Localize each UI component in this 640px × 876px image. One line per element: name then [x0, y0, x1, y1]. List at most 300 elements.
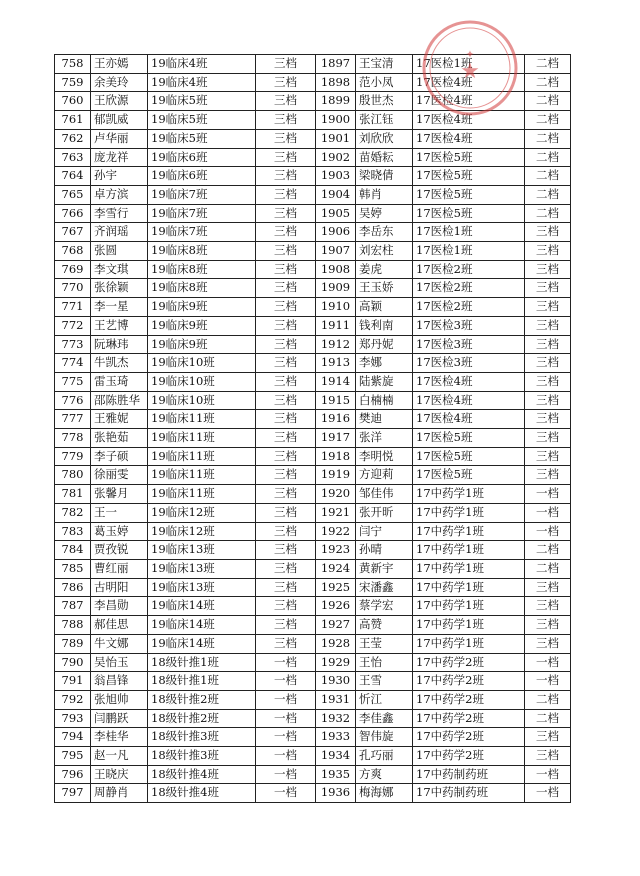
- left-student-name: 张徐颖: [91, 279, 148, 298]
- right-grant-level: 三档: [525, 466, 571, 485]
- right-grant-level: 三档: [525, 372, 571, 391]
- right-row-number: 1912: [316, 335, 356, 354]
- left-grant-level: 三档: [256, 111, 316, 130]
- table-row: [55, 111, 571, 130]
- right-student-name: 钱利南: [356, 316, 413, 335]
- right-grant-level: 二档: [525, 690, 571, 709]
- right-grant-level: 三档: [525, 260, 571, 279]
- right-row-number: 1910: [316, 298, 356, 317]
- left-student-name: 郁凯威: [91, 111, 148, 130]
- right-class-name: 17中药学2班: [413, 709, 525, 728]
- right-student-name: 吴婷: [356, 204, 413, 223]
- right-student-name: 范小凤: [356, 73, 413, 92]
- left-grant-level: 三档: [256, 55, 316, 74]
- left-class-name: 19临床5班: [148, 129, 256, 148]
- left-row-number: 764: [55, 167, 91, 186]
- table-row: [55, 55, 571, 74]
- right-grant-level: 三档: [525, 578, 571, 597]
- right-student-name: 张洋: [356, 429, 413, 448]
- left-row-number: 761: [55, 111, 91, 130]
- left-class-name: 19临床11班: [148, 466, 256, 485]
- right-grant-level: 三档: [525, 728, 571, 747]
- right-class-name: 17中药学1班: [413, 522, 525, 541]
- left-grant-level: 一档: [256, 653, 316, 672]
- table-row: [55, 335, 571, 354]
- left-row-number: 770: [55, 279, 91, 298]
- right-row-number: 1934: [316, 747, 356, 766]
- right-class-name: 17中药学2班: [413, 728, 525, 747]
- table-row: [55, 298, 571, 317]
- right-student-name: 李岳东: [356, 223, 413, 242]
- left-grant-level: 三档: [256, 185, 316, 204]
- table-row: [55, 316, 571, 335]
- right-grant-level: 三档: [525, 429, 571, 448]
- right-row-number: 1904: [316, 185, 356, 204]
- left-row-number: 762: [55, 129, 91, 148]
- left-row-number: 769: [55, 260, 91, 279]
- table-row: [55, 129, 571, 148]
- right-grant-level: 三档: [525, 447, 571, 466]
- right-row-number: 1920: [316, 485, 356, 504]
- left-grant-level: 一档: [256, 709, 316, 728]
- table-row: [55, 391, 571, 410]
- left-row-number: 794: [55, 728, 91, 747]
- left-row-number: 778: [55, 429, 91, 448]
- right-class-name: 17中药学1班: [413, 578, 525, 597]
- right-row-number: 1924: [316, 559, 356, 578]
- table-row: [55, 447, 571, 466]
- left-grant-level: 三档: [256, 73, 316, 92]
- left-student-name: 邵陈胜华: [91, 391, 148, 410]
- right-student-name: 李佳鑫: [356, 709, 413, 728]
- left-grant-level: 一档: [256, 747, 316, 766]
- right-student-name: 樊迪: [356, 410, 413, 429]
- right-class-name: 17医检4班: [413, 92, 525, 111]
- left-class-name: 19临床10班: [148, 391, 256, 410]
- right-grant-level: 二档: [525, 541, 571, 560]
- right-row-number: 1925: [316, 578, 356, 597]
- left-class-name: 19临床14班: [148, 634, 256, 653]
- right-grant-level: 二档: [525, 73, 571, 92]
- left-class-name: 18级针推2班: [148, 690, 256, 709]
- right-student-name: 蔡学宏: [356, 597, 413, 616]
- left-student-name: 王一: [91, 503, 148, 522]
- right-class-name: 17医检2班: [413, 279, 525, 298]
- right-row-number: 1919: [316, 466, 356, 485]
- right-grant-level: 一档: [525, 522, 571, 541]
- left-row-number: 758: [55, 55, 91, 74]
- table-row: [55, 578, 571, 597]
- table-row: [55, 260, 571, 279]
- right-row-number: 1915: [316, 391, 356, 410]
- table-row: [55, 485, 571, 504]
- left-student-name: 卓方滨: [91, 185, 148, 204]
- right-grant-level: 三档: [525, 747, 571, 766]
- right-student-name: 张开昕: [356, 503, 413, 522]
- right-student-name: 王怡: [356, 653, 413, 672]
- left-grant-level: 三档: [256, 634, 316, 653]
- left-student-name: 李一星: [91, 298, 148, 317]
- right-class-name: 17医检1班: [413, 242, 525, 261]
- right-row-number: 1907: [316, 242, 356, 261]
- left-grant-level: 三档: [256, 92, 316, 111]
- right-grant-level: 二档: [525, 709, 571, 728]
- right-grant-level: 三档: [525, 279, 571, 298]
- left-class-name: 18级针推1班: [148, 653, 256, 672]
- right-class-name: 17医检4班: [413, 410, 525, 429]
- left-class-name: 18级针推2班: [148, 709, 256, 728]
- left-row-number: 768: [55, 242, 91, 261]
- right-class-name: 17中药学1班: [413, 485, 525, 504]
- right-student-name: 白楠楠: [356, 391, 413, 410]
- left-class-name: 19临床12班: [148, 503, 256, 522]
- right-row-number: 1909: [316, 279, 356, 298]
- right-row-number: 1931: [316, 690, 356, 709]
- right-row-number: 1913: [316, 354, 356, 373]
- right-student-name: 郑丹妮: [356, 335, 413, 354]
- left-class-name: 19临床11班: [148, 485, 256, 504]
- right-class-name: 17医检5班: [413, 204, 525, 223]
- right-student-name: 姜虎: [356, 260, 413, 279]
- right-class-name: 17中药制药班: [413, 765, 525, 784]
- left-grant-level: 三档: [256, 466, 316, 485]
- left-class-name: 19临床11班: [148, 429, 256, 448]
- right-grant-level: 三档: [525, 354, 571, 373]
- right-student-name: 殷世杰: [356, 92, 413, 111]
- left-class-name: 18级针推1班: [148, 672, 256, 691]
- table-row: [55, 634, 571, 653]
- right-student-name: 刘欣欣: [356, 129, 413, 148]
- left-student-name: 庞龙祥: [91, 148, 148, 167]
- left-student-name: 张圆: [91, 242, 148, 261]
- right-class-name: 17医检3班: [413, 354, 525, 373]
- left-class-name: 19临床13班: [148, 541, 256, 560]
- table-row: [55, 204, 571, 223]
- right-row-number: 1936: [316, 784, 356, 803]
- right-class-name: 17中药学1班: [413, 559, 525, 578]
- left-grant-level: 三档: [256, 410, 316, 429]
- table-row: [55, 747, 571, 766]
- left-grant-level: 三档: [256, 242, 316, 261]
- right-row-number: 1899: [316, 92, 356, 111]
- left-row-number: 793: [55, 709, 91, 728]
- left-grant-level: 三档: [256, 429, 316, 448]
- right-grant-level: 二档: [525, 129, 571, 148]
- right-grant-level: 三档: [525, 391, 571, 410]
- right-row-number: 1908: [316, 260, 356, 279]
- table-row: [55, 616, 571, 635]
- left-class-name: 19临床12班: [148, 522, 256, 541]
- right-grant-level: 三档: [525, 298, 571, 317]
- left-row-number: 772: [55, 316, 91, 335]
- left-grant-level: 三档: [256, 522, 316, 541]
- table-row: [55, 279, 571, 298]
- right-class-name: 17中药学1班: [413, 616, 525, 635]
- table-row: [55, 223, 571, 242]
- left-student-name: 卢华丽: [91, 129, 148, 148]
- left-class-name: 19临床9班: [148, 298, 256, 317]
- right-class-name: 17医检1班: [413, 55, 525, 74]
- left-grant-level: 三档: [256, 148, 316, 167]
- right-class-name: 17医检4班: [413, 73, 525, 92]
- right-student-name: 方爽: [356, 765, 413, 784]
- left-row-number: 765: [55, 185, 91, 204]
- right-class-name: 17医检3班: [413, 335, 525, 354]
- left-student-name: 雷玉琦: [91, 372, 148, 391]
- table-row: [55, 242, 571, 261]
- left-class-name: 19临床6班: [148, 167, 256, 186]
- right-row-number: 1923: [316, 541, 356, 560]
- right-grant-level: 二档: [525, 148, 571, 167]
- left-grant-level: 三档: [256, 335, 316, 354]
- right-student-name: 张江钰: [356, 111, 413, 130]
- left-row-number: 792: [55, 690, 91, 709]
- left-row-number: 767: [55, 223, 91, 242]
- right-row-number: 1902: [316, 148, 356, 167]
- right-student-name: 邹佳伟: [356, 485, 413, 504]
- right-grant-level: 二档: [525, 204, 571, 223]
- left-row-number: 775: [55, 372, 91, 391]
- left-row-number: 779: [55, 447, 91, 466]
- left-class-name: 19临床7班: [148, 223, 256, 242]
- right-class-name: 17医检2班: [413, 298, 525, 317]
- left-grant-level: 三档: [256, 578, 316, 597]
- right-row-number: 1922: [316, 522, 356, 541]
- left-grant-level: 三档: [256, 503, 316, 522]
- left-student-name: 赵一凡: [91, 747, 148, 766]
- table-row: [55, 503, 571, 522]
- left-row-number: 784: [55, 541, 91, 560]
- right-row-number: 1918: [316, 447, 356, 466]
- right-class-name: 17医检5班: [413, 167, 525, 186]
- right-class-name: 17医检5班: [413, 148, 525, 167]
- left-student-name: 李雪行: [91, 204, 148, 223]
- right-grant-level: 二档: [525, 92, 571, 111]
- right-row-number: 1906: [316, 223, 356, 242]
- right-class-name: 17医检2班: [413, 260, 525, 279]
- right-row-number: 1927: [316, 616, 356, 635]
- table-row: [55, 429, 571, 448]
- right-student-name: 王玉娇: [356, 279, 413, 298]
- left-grant-level: 三档: [256, 541, 316, 560]
- table-row: [55, 597, 571, 616]
- table-row: [55, 167, 571, 186]
- table-row: [55, 354, 571, 373]
- left-row-number: 790: [55, 653, 91, 672]
- right-class-name: 17医检4班: [413, 129, 525, 148]
- right-student-name: 孔巧丽: [356, 747, 413, 766]
- table-row: [55, 559, 571, 578]
- right-grant-level: 一档: [525, 784, 571, 803]
- right-class-name: 17医检4班: [413, 391, 525, 410]
- table-row: [55, 784, 571, 803]
- right-class-name: 17医检5班: [413, 429, 525, 448]
- right-grant-level: 一档: [525, 485, 571, 504]
- table-row: [55, 148, 571, 167]
- right-student-name: 梅海娜: [356, 784, 413, 803]
- table-body: [55, 55, 571, 803]
- left-class-name: 19临床13班: [148, 578, 256, 597]
- right-row-number: 1898: [316, 73, 356, 92]
- right-row-number: 1928: [316, 634, 356, 653]
- left-student-name: 贾孜锐: [91, 541, 148, 560]
- left-grant-level: 三档: [256, 129, 316, 148]
- right-student-name: 高赞: [356, 616, 413, 635]
- right-grant-level: 三档: [525, 634, 571, 653]
- left-row-number: 760: [55, 92, 91, 111]
- left-student-name: 王艺博: [91, 316, 148, 335]
- right-grant-level: 三档: [525, 597, 571, 616]
- left-student-name: 翁昌锋: [91, 672, 148, 691]
- left-grant-level: 三档: [256, 372, 316, 391]
- left-row-number: 774: [55, 354, 91, 373]
- left-row-number: 777: [55, 410, 91, 429]
- left-row-number: 776: [55, 391, 91, 410]
- right-row-number: 1930: [316, 672, 356, 691]
- left-row-number: 780: [55, 466, 91, 485]
- left-class-name: 19临床7班: [148, 204, 256, 223]
- right-student-name: 梁晓倩: [356, 167, 413, 186]
- right-student-name: 韩肖: [356, 185, 413, 204]
- left-class-name: 19临床5班: [148, 111, 256, 130]
- right-class-name: 17中药制药班: [413, 784, 525, 803]
- right-student-name: 陆紫旋: [356, 372, 413, 391]
- table-row: [55, 92, 571, 111]
- left-grant-level: 三档: [256, 260, 316, 279]
- left-class-name: 18级针推3班: [148, 747, 256, 766]
- left-class-name: 19临床14班: [148, 616, 256, 635]
- table-row: [55, 466, 571, 485]
- right-class-name: 17中药学1班: [413, 634, 525, 653]
- right-class-name: 17中药学2班: [413, 653, 525, 672]
- left-student-name: 曹红丽: [91, 559, 148, 578]
- left-student-name: 徐丽雯: [91, 466, 148, 485]
- left-student-name: 葛玉婷: [91, 522, 148, 541]
- right-student-name: 闫宁: [356, 522, 413, 541]
- right-row-number: 1900: [316, 111, 356, 130]
- right-class-name: 17中药学2班: [413, 690, 525, 709]
- left-student-name: 李文琪: [91, 260, 148, 279]
- left-grant-level: 三档: [256, 204, 316, 223]
- table-row: [55, 541, 571, 560]
- left-row-number: 771: [55, 298, 91, 317]
- right-row-number: 1932: [316, 709, 356, 728]
- left-row-number: 781: [55, 485, 91, 504]
- student-grant-table: [54, 54, 570, 803]
- left-grant-level: 三档: [256, 391, 316, 410]
- right-row-number: 1929: [316, 653, 356, 672]
- right-grant-level: 三档: [525, 335, 571, 354]
- left-grant-level: 三档: [256, 354, 316, 373]
- right-row-number: 1933: [316, 728, 356, 747]
- table-row: [55, 765, 571, 784]
- left-student-name: 李子硕: [91, 447, 148, 466]
- left-row-number: 796: [55, 765, 91, 784]
- left-class-name: 19临床7班: [148, 185, 256, 204]
- right-grant-level: 一档: [525, 653, 571, 672]
- right-grant-level: 二档: [525, 185, 571, 204]
- right-class-name: 17医检4班: [413, 111, 525, 130]
- left-row-number: 786: [55, 578, 91, 597]
- left-class-name: 19临床8班: [148, 260, 256, 279]
- left-class-name: 18级针推4班: [148, 765, 256, 784]
- left-student-name: 郝佳思: [91, 616, 148, 635]
- right-student-name: 王雪: [356, 672, 413, 691]
- left-row-number: 787: [55, 597, 91, 616]
- right-grant-level: 一档: [525, 765, 571, 784]
- left-grant-level: 三档: [256, 316, 316, 335]
- right-student-name: 王宝清: [356, 55, 413, 74]
- left-row-number: 791: [55, 672, 91, 691]
- right-row-number: 1901: [316, 129, 356, 148]
- left-class-name: 19临床9班: [148, 335, 256, 354]
- left-student-name: 王雅妮: [91, 410, 148, 429]
- right-row-number: 1905: [316, 204, 356, 223]
- left-student-name: 李桂华: [91, 728, 148, 747]
- left-student-name: 张馨月: [91, 485, 148, 504]
- right-student-name: 忻江: [356, 690, 413, 709]
- table-row: [55, 372, 571, 391]
- left-class-name: 19临床9班: [148, 316, 256, 335]
- right-class-name: 17中药学1班: [413, 503, 525, 522]
- left-row-number: 789: [55, 634, 91, 653]
- left-grant-level: 三档: [256, 485, 316, 504]
- left-grant-level: 三档: [256, 298, 316, 317]
- left-class-name: 19临床8班: [148, 279, 256, 298]
- left-class-name: 19临床8班: [148, 242, 256, 261]
- right-grant-level: 二档: [525, 559, 571, 578]
- right-class-name: 17中药学1班: [413, 597, 525, 616]
- right-class-name: 17医检5班: [413, 447, 525, 466]
- right-student-name: 孙晴: [356, 541, 413, 560]
- right-class-name: 17中药学2班: [413, 672, 525, 691]
- right-row-number: 1903: [316, 167, 356, 186]
- left-row-number: 766: [55, 204, 91, 223]
- table-row: [55, 653, 571, 672]
- left-student-name: 阮琳玮: [91, 335, 148, 354]
- right-row-number: 1917: [316, 429, 356, 448]
- left-student-name: 吴怡玉: [91, 653, 148, 672]
- right-grant-level: 一档: [525, 672, 571, 691]
- left-grant-level: 三档: [256, 167, 316, 186]
- right-grant-level: 二档: [525, 167, 571, 186]
- right-class-name: 17医检4班: [413, 372, 525, 391]
- table-row: [55, 73, 571, 92]
- left-student-name: 王亦嫣: [91, 55, 148, 74]
- right-grant-level: 三档: [525, 616, 571, 635]
- left-grant-level: 一档: [256, 784, 316, 803]
- right-student-name: 王莹: [356, 634, 413, 653]
- right-student-name: 刘宏柱: [356, 242, 413, 261]
- left-row-number: 759: [55, 73, 91, 92]
- left-grant-level: 三档: [256, 616, 316, 635]
- right-class-name: 17医检5班: [413, 466, 525, 485]
- left-class-name: 19临床11班: [148, 447, 256, 466]
- table-row: [55, 672, 571, 691]
- right-grant-level: 二档: [525, 55, 571, 74]
- left-row-number: 785: [55, 559, 91, 578]
- right-grant-level: 三档: [525, 223, 571, 242]
- left-row-number: 797: [55, 784, 91, 803]
- right-student-name: 宋潘鑫: [356, 578, 413, 597]
- right-row-number: 1914: [316, 372, 356, 391]
- right-grant-level: 三档: [525, 410, 571, 429]
- right-class-name: 17中药学2班: [413, 747, 525, 766]
- left-grant-level: 一档: [256, 690, 316, 709]
- left-class-name: 19临床14班: [148, 597, 256, 616]
- left-grant-level: 三档: [256, 447, 316, 466]
- left-student-name: 闫鹏跃: [91, 709, 148, 728]
